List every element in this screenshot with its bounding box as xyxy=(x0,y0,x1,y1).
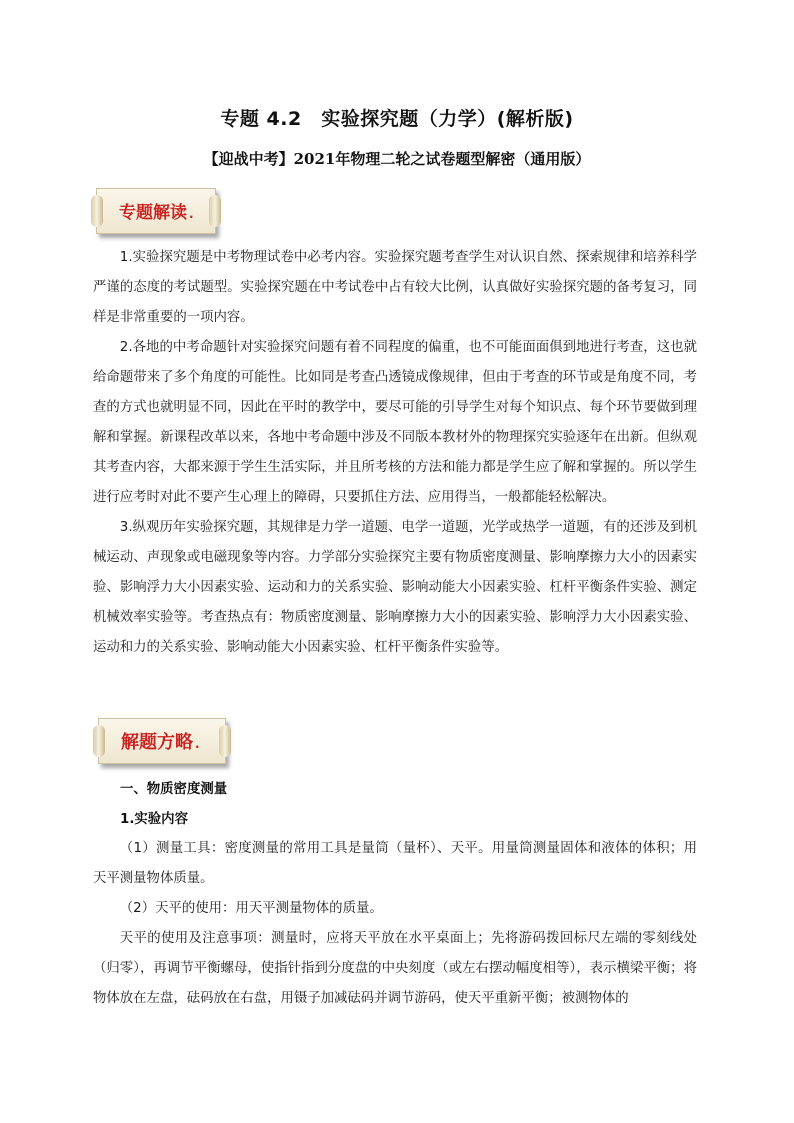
banner-label: 解题方略 . xyxy=(121,732,200,753)
intro-section xyxy=(93,243,697,663)
section-heading: 一、物质密度测量 xyxy=(120,782,228,797)
item-2: （2）天平的使用：用天平测量物体的质量。 xyxy=(119,901,383,916)
scroll-curl-left-icon xyxy=(91,195,103,227)
scroll-curl-right-icon xyxy=(219,725,231,757)
scroll-curl-right-icon xyxy=(209,195,221,227)
document-title: 专题 4.2 实验探究题（力学）(解析版) xyxy=(220,108,574,130)
banner-solving-strategy xyxy=(98,718,226,764)
section-subheading: 1.实验内容 xyxy=(120,812,188,827)
document-subtitle: 【迎战中考】2021年物理二轮之试卷题型解密（通用版） xyxy=(203,150,591,168)
paragraph-1: 1.实验探究题是中考物理试卷中必考内容。实验探究题考查学生对认识自然、探索规律和培养科学严谨的态度的考试题型。实验探究题在中考试卷中占有较大比例，认真做好实验探究题的备考复习，同样是非常重要的一项内容。 xyxy=(93,250,697,325)
paragraph-2: 2.各地的中考命题针对实验探究问题有着不同程度的偏重，也不可能面面俱到地进行考查，这也就给命题带来了多个角度的可能性。比如同是考查凸透镜成像规律，但由于考查的环节或是角度不同，考查的方式也就明显不同，因此在平时的教学中，要尽可能的引导学生对每个知识点、每个环节要做到理解和掌握。新课程改革以来，各地中考命题中涉及不同版本教材外的物理探究实验逐年在出新。但纵观其考查内容，大都来源于学生生活实际，并且所考核的方法和能力都是学生应了解和掌握的。所以学生进行应考时对此不要产生心理上的障碍，只要抓住方法、应用得当，一般都能轻松解决。 xyxy=(93,340,697,505)
banner-label: 专题解读 . xyxy=(119,203,194,223)
scroll-curl-left-icon xyxy=(93,725,105,757)
item-3: 天平的使用及注意事项：测量时，应将天平放在水平桌面上；先将游码拨回标尺左端的零刻线处（归零），再调节平衡螺母，使指针指到分度盘的中央刻度（或左右摆动幅度相等），表示横梁平衡；将物体放在左盘，砝码放在右盘，用镊子加减砝码并调节游码，使天平重新平衡；被测物体的 xyxy=(93,931,697,1006)
banner-topic-reading xyxy=(96,188,216,234)
paragraph-3: 3.纵观历年实验探究题，其规律是力学一道题、电学一道题，光学或热学一道题，有的还涉及到机械运动、声现象或电磁现象等内容。力学部分实验探究主要有物质密度测量、影响摩擦力大小的因素实验、影响浮力大小因素实验、运动和力的关系实验、影响动能大小因素实验、杠杆平衡条件实验、测定机械效率实验等。考查热点有：物质密度测量、影响摩擦力大小的因素实验、影响浮力大小因素实验、运动和力的关系实验、影响动能大小因素实验、杠杆平衡条件实验等。 xyxy=(93,520,697,655)
item-1: （1）测量工具：密度测量的常用工具是量筒（量杯）、天平。用量筒测量固体和液体的体积；用天平测量物体质量。 xyxy=(93,841,697,886)
section-body xyxy=(93,834,697,1014)
